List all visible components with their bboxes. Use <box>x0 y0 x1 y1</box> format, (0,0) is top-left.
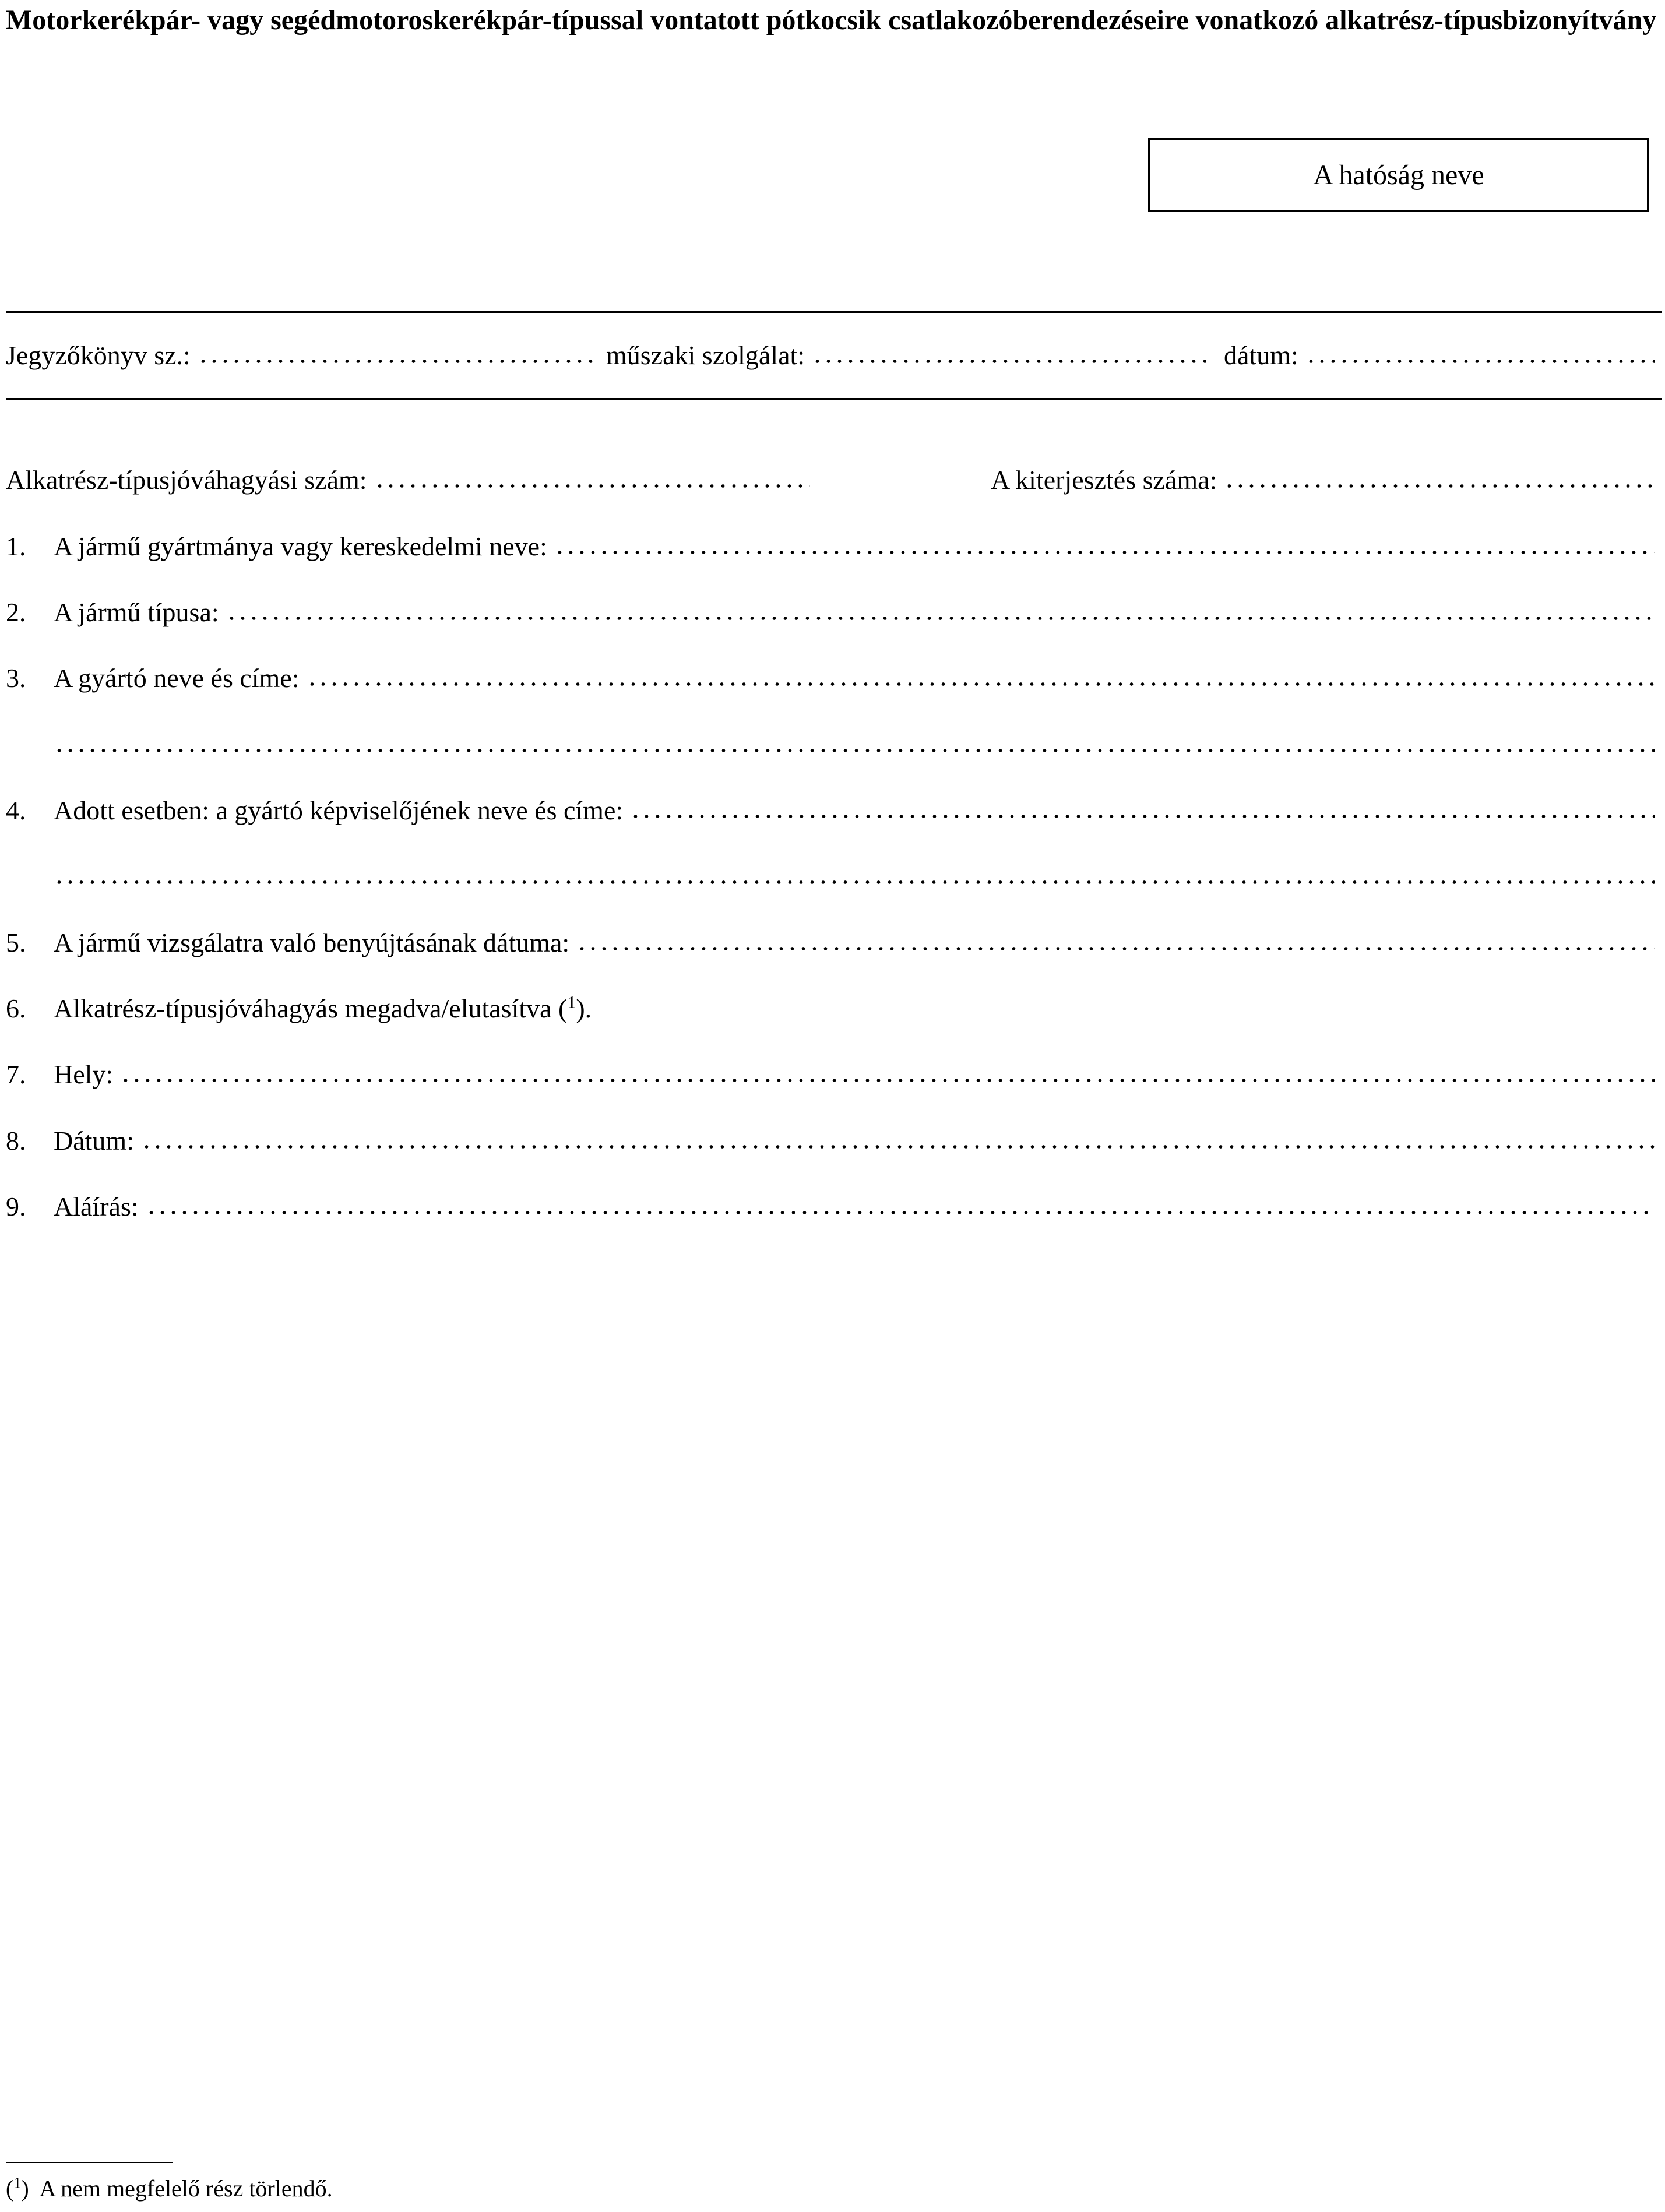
item-number: 6. <box>6 994 26 1023</box>
authority-name-label: A hatóság neve <box>1313 159 1484 191</box>
item-1 <box>6 524 1655 562</box>
item-8 <box>6 1119 1655 1156</box>
item-3 <box>6 656 1655 693</box>
item-4 <box>6 788 1655 826</box>
record-date-field[interactable] <box>1305 359 1655 364</box>
item-label: A gyártó neve és címe: <box>54 663 300 693</box>
record-line <box>6 333 1655 371</box>
item-number: 4. <box>6 795 26 825</box>
item-6 <box>6 987 1655 1024</box>
item-number: 9. <box>6 1192 26 1221</box>
place-field[interactable] <box>120 1078 1655 1083</box>
date-field[interactable] <box>141 1144 1655 1149</box>
item-label: A jármű gyártmánya vagy kereskedelmi neve: <box>54 531 547 561</box>
protocol-number-field[interactable] <box>198 359 594 364</box>
signature-field[interactable] <box>146 1210 1655 1215</box>
item-number: 3. <box>6 663 26 693</box>
item-3-continuation <box>6 723 1655 760</box>
divider-bottom <box>6 398 1662 400</box>
item-2 <box>6 590 1655 628</box>
item-field[interactable] <box>630 814 1655 819</box>
item-field-continuation[interactable] <box>54 748 1655 753</box>
item-9 <box>6 1185 1655 1222</box>
item-field[interactable] <box>307 682 1655 686</box>
item-label: Dátum: <box>54 1126 134 1156</box>
item-number: 5. <box>6 928 26 957</box>
item-number: 1. <box>6 531 26 561</box>
footnote-text: A nem megfelelő rész törlendő. <box>39 2175 333 2202</box>
technical-service-label: műszaki szolgálat: <box>606 340 805 370</box>
approval-number-field[interactable] <box>374 484 810 488</box>
extension-number-label: A kiterjesztés száma: <box>991 465 1217 495</box>
item-field[interactable] <box>576 946 1655 951</box>
technical-service-field[interactable] <box>812 359 1206 364</box>
item-label: Aláírás: <box>54 1192 139 1221</box>
item-5 <box>6 921 1655 958</box>
item-field-continuation[interactable] <box>54 880 1655 885</box>
item-4-continuation <box>6 854 1655 892</box>
extension-number-field[interactable] <box>1224 484 1655 488</box>
protocol-number-label: Jegyzőkönyv sz.: <box>6 340 191 370</box>
footnote-reference[interactable]: 1 <box>567 992 576 1012</box>
item-label: A jármű típusa: <box>54 597 219 627</box>
footnote-divider <box>6 2162 173 2163</box>
item-label: Alkatrész-típusjóváhagyás megadva/elutasítva ($^1$). <box>54 992 592 1023</box>
item-number: 2. <box>6 597 26 627</box>
item-label: Hely: <box>54 1059 114 1089</box>
item-label: A jármű vizsgálatra való benyújtásának dátuma: <box>54 928 570 957</box>
item-number: 8. <box>6 1126 26 1156</box>
item-7 <box>6 1052 1655 1090</box>
divider-top <box>6 311 1662 313</box>
authority-name-box <box>1148 138 1649 212</box>
item-field[interactable] <box>226 616 1655 621</box>
approval-line <box>6 458 1655 495</box>
approval-number-label: Alkatrész-típusjóváhagyási szám: <box>6 465 367 495</box>
document-title: Motorkerékpár- vagy segédmotoroskerékpár-típussal vontatott pótkocsik csatlakozóberendezéseire vonatkozó alkatrész-típusbizonyítvány <box>6 5 1657 36</box>
item-number: 7. <box>6 1059 26 1089</box>
record-date-label: dátum: <box>1224 340 1298 370</box>
footnote: ($^1$) A nem megfelelő rész törlendő. <box>6 2174 333 2202</box>
footnote-marker: 1 <box>13 2174 22 2192</box>
item-label: Adott esetben: a gyártó képviselőjének neve és címe: <box>54 795 624 825</box>
item-field[interactable] <box>554 550 1655 555</box>
